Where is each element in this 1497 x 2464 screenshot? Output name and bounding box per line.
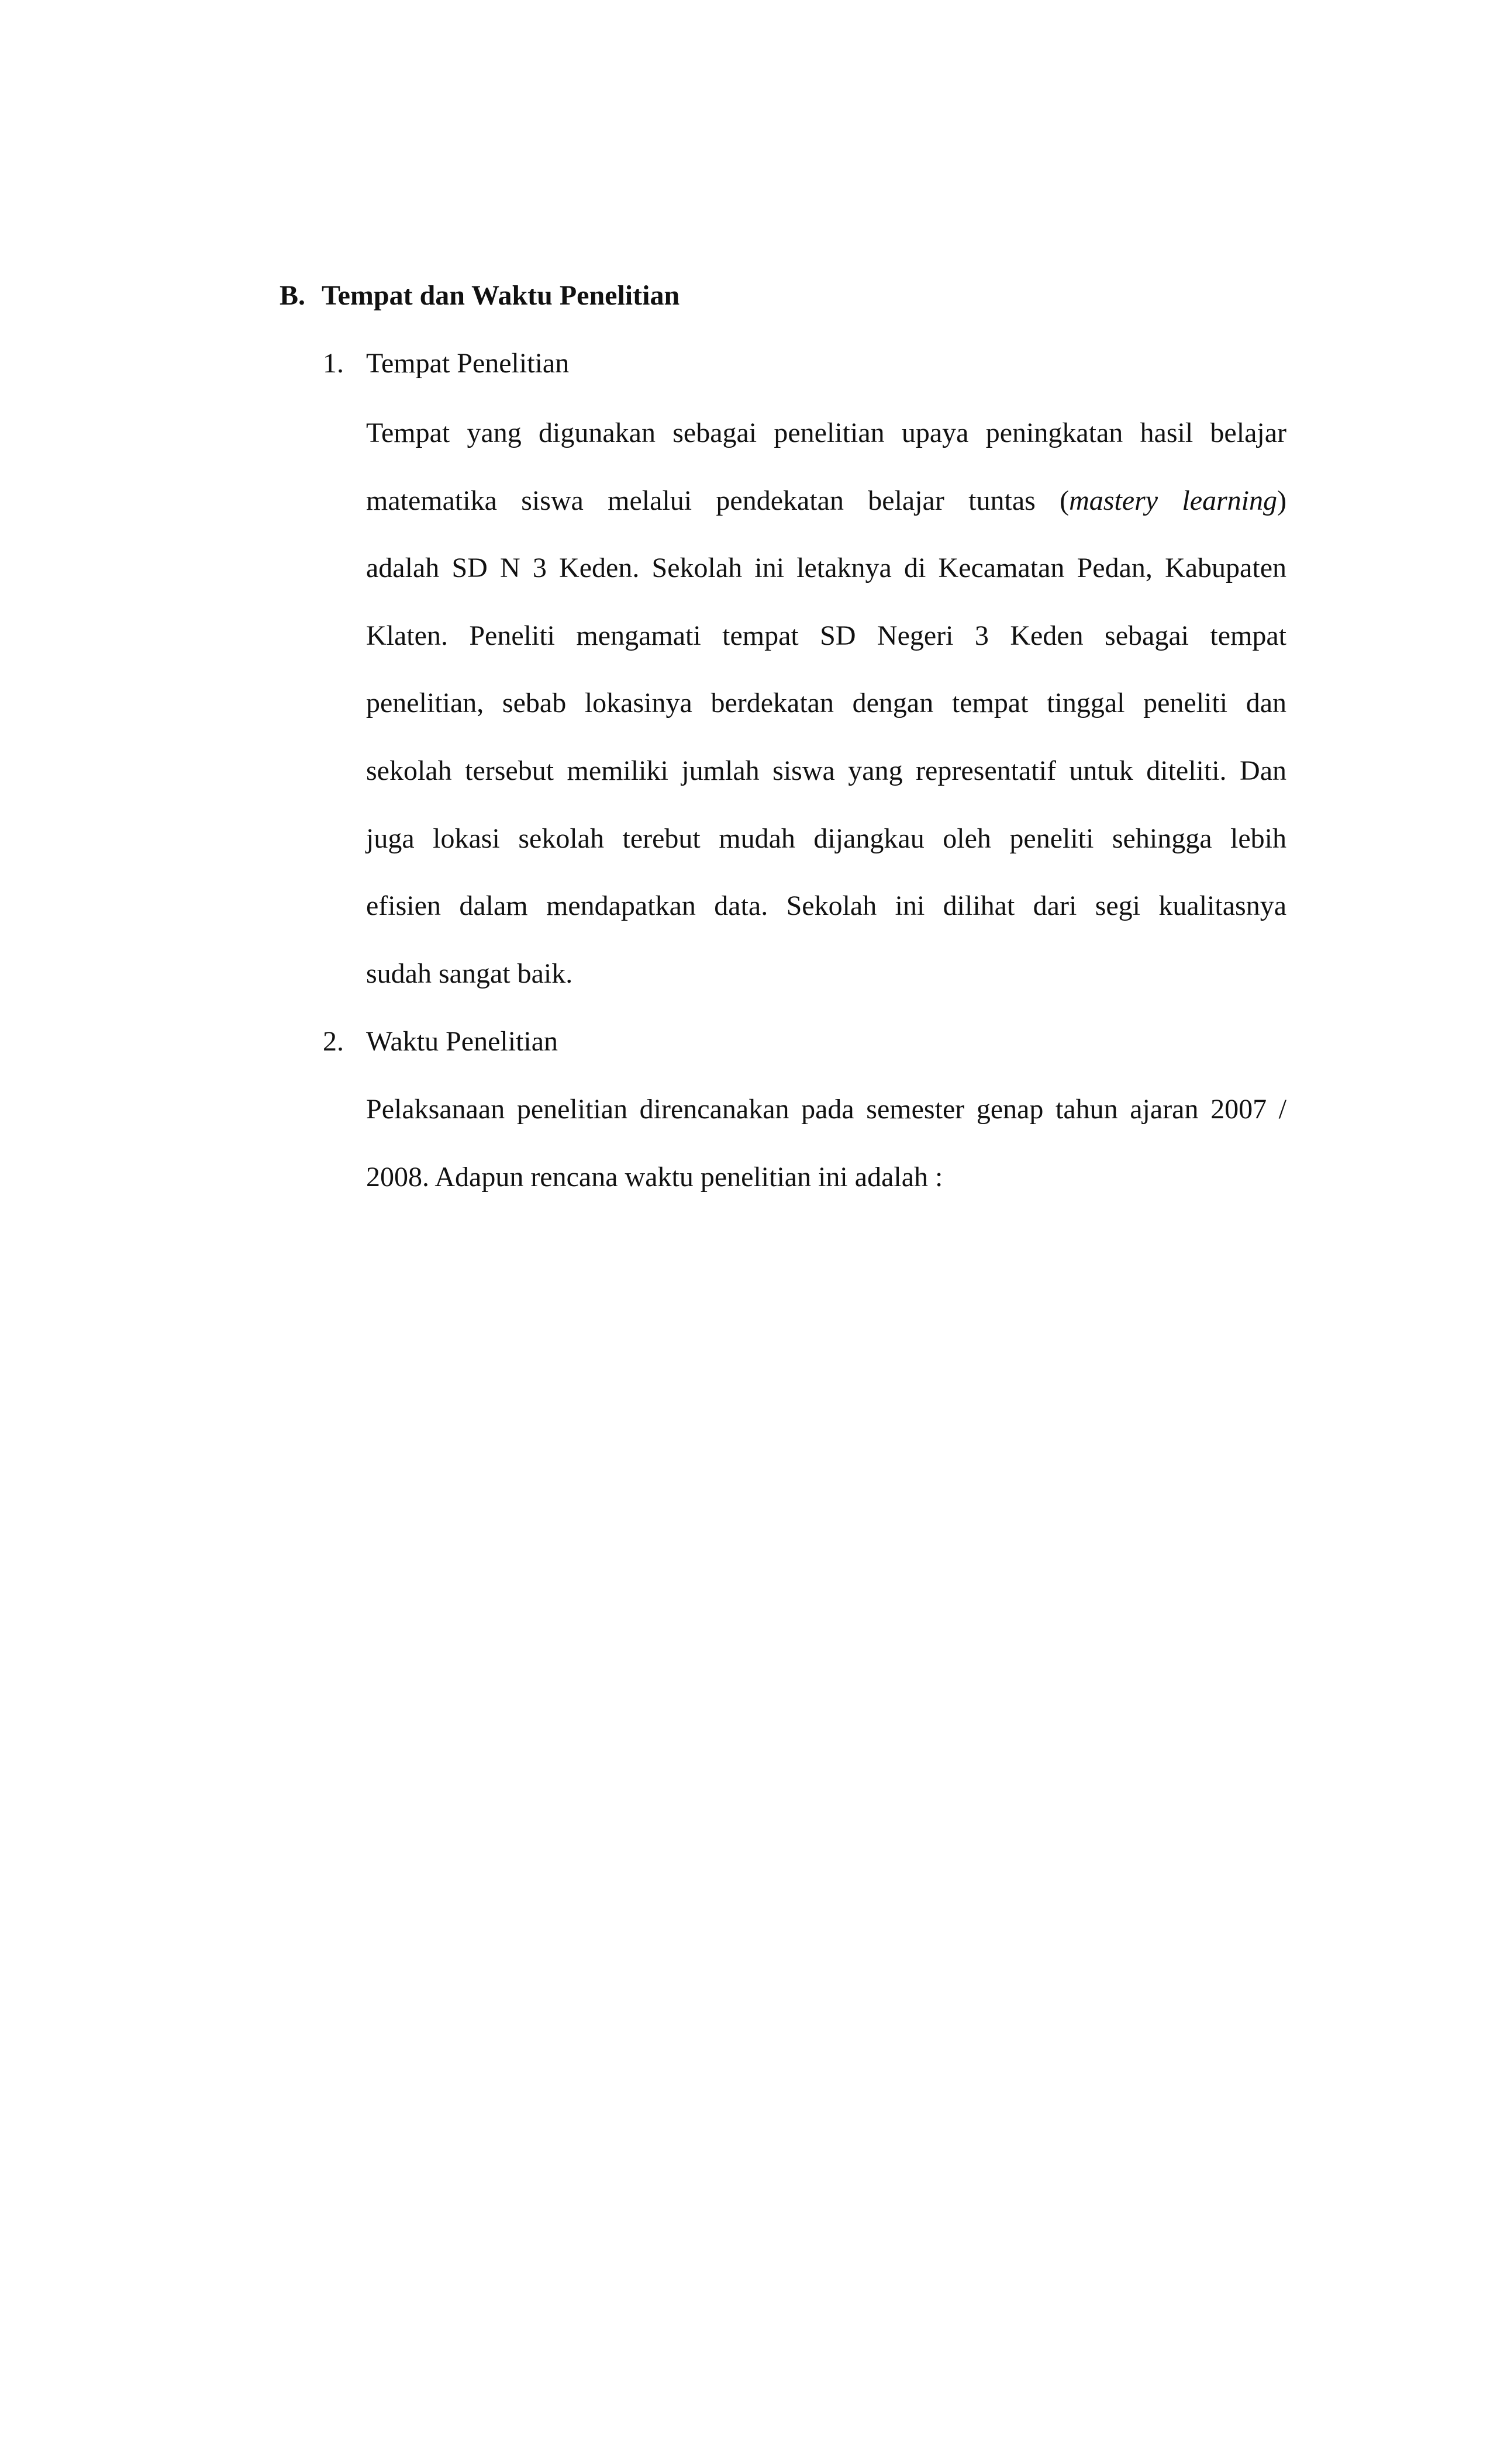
paragraph-line [366,467,1286,535]
paragraph-line: penelitian, sebab lokasinya berdekatan dengan tempat tinggal peneliti dan [366,687,1286,719]
paragraph-text: ) [1277,485,1287,516]
paragraph-line: Tempat yang digunakan sebagai penelitian upaya peningkatan hasil belajar [366,417,1286,448]
subsection-title: Waktu Penelitian [366,1026,558,1057]
section-heading [280,277,679,315]
paragraph-text: matematika siswa melalui pendekatan belajar tuntas ( [366,485,1070,516]
section-title: Tempat dan Waktu Penelitian [322,280,680,311]
subsection-title: Tempat Penelitian [366,348,570,379]
paragraph-line: sudah sangat baik. [366,958,573,989]
paragraph-line: juga lokasi sekolah terebut mudah dijangkau oleh peneliti sehingga lebih [366,823,1286,854]
paragraph-tempat-penelitian [366,399,1286,1007]
subsection-heading-1 [323,345,569,382]
paragraph-line: 2008. Adapun rencana waktu penelitian ini adalah : [366,1161,943,1193]
paragraph-line: adalah SD N 3 Keden. Sekolah ini letaknya di Kecamatan Pedan, Kabupaten [366,552,1286,584]
paragraph-line: efisien dalam mendapatkan data. Sekolah ini dilihat dari segi kualitasnya [366,890,1286,922]
italic-term: mastery learning [1069,485,1278,516]
subsection-number: 1. [323,348,344,379]
paragraph-line: Klaten. Peneliti mengamati tempat SD Negeri 3 Keden sebagai tempat [366,620,1286,651]
paragraph-waktu-penelitian [366,1076,1286,1211]
section-letter: B. [280,280,306,311]
subsection-number: 2. [323,1026,344,1057]
subsection-heading-2 [323,1023,558,1060]
paragraph-line: sekolah tersebut memiliki jumlah siswa yang representatif untuk diteliti. Dan [366,755,1286,786]
paragraph-line: Pelaksanaan penelitian direncanakan pada semester genap tahun ajaran 2007 / [366,1094,1286,1125]
